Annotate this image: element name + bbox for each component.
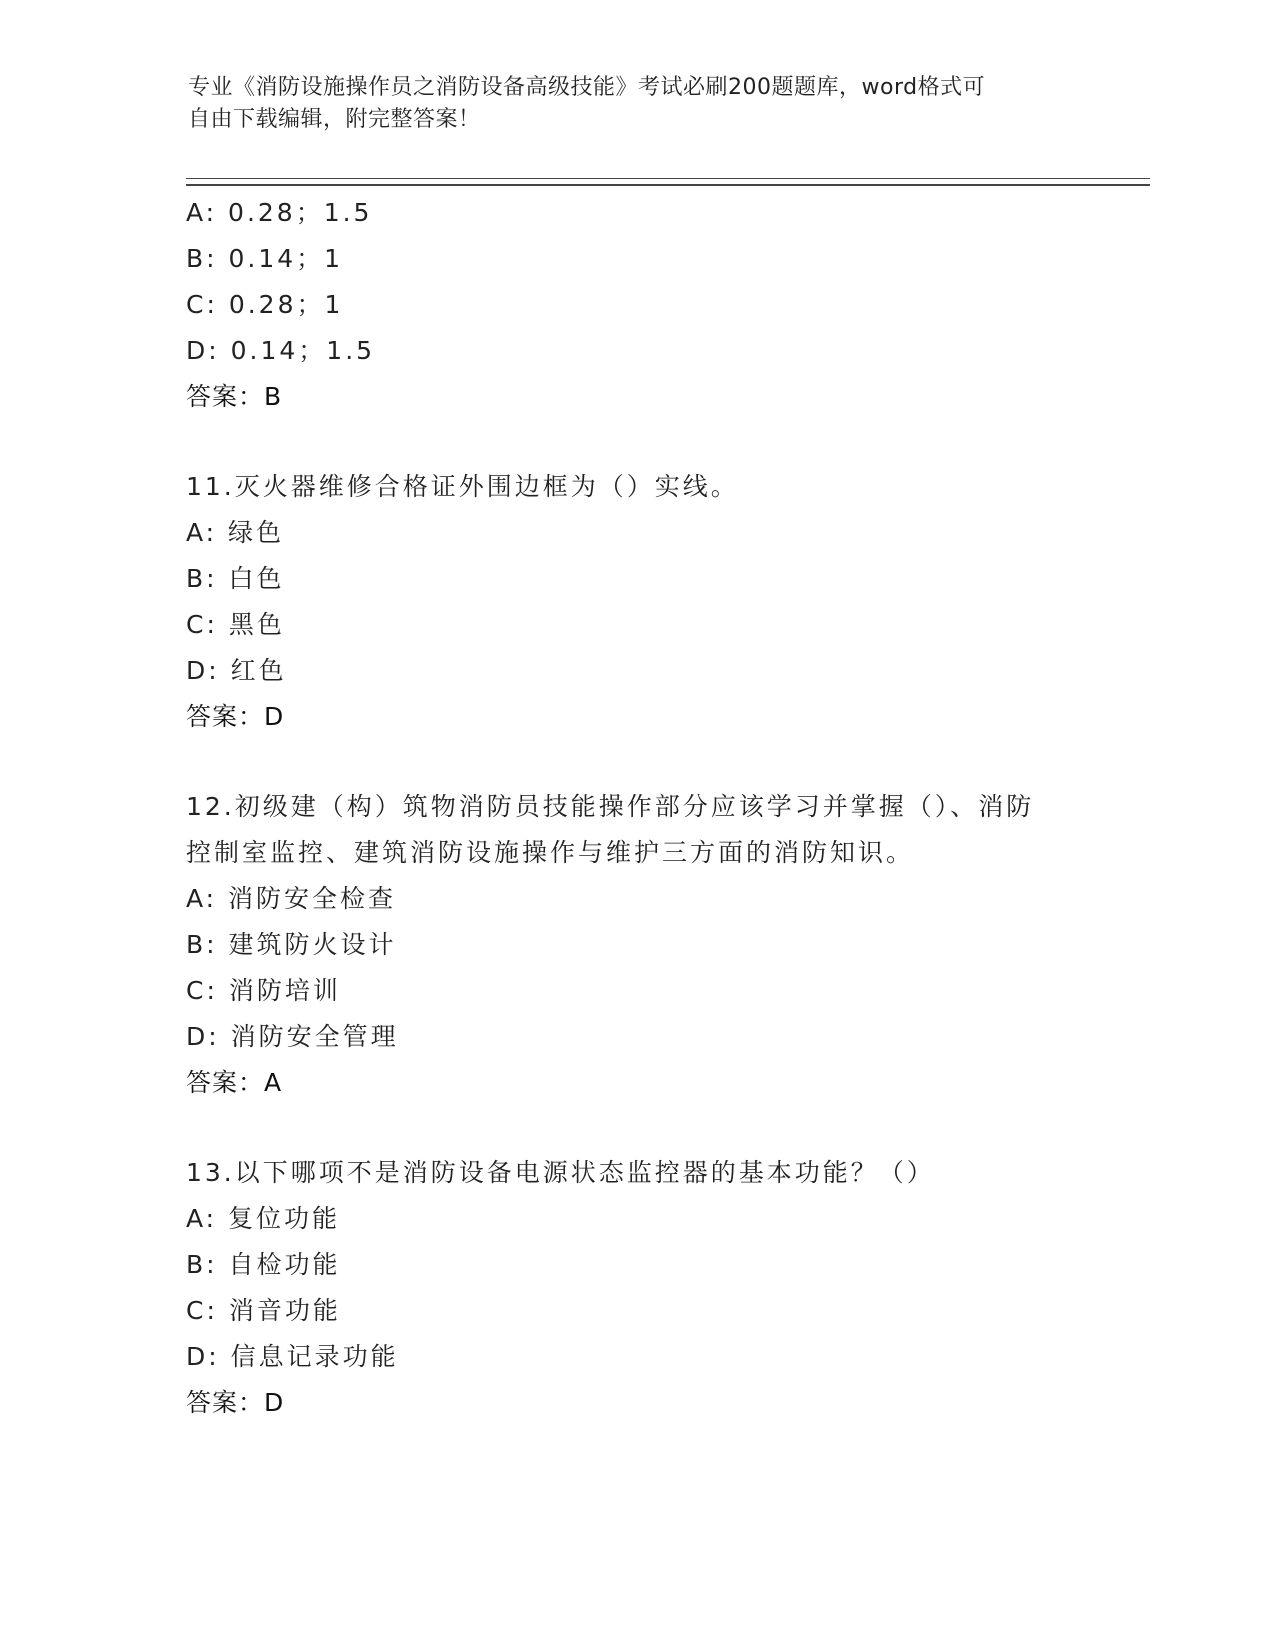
question-text-line-1: 12.初级建（构）筑物消防员技能操作部分应该学习并掌握（）、消防 <box>186 792 1035 821</box>
question-block-13 <box>186 1150 1086 1426</box>
answer-line: 答案：A <box>186 1068 283 1097</box>
question-text: 11.灭火器维修合格证外围边框为（）实线。 <box>186 472 739 501</box>
header-line-1: 专业《消防设施操作员之消防设备高级技能》考试必刷200题题库，word格式可 <box>188 75 986 100</box>
option-d: D: 信息记录功能 <box>186 1342 399 1371</box>
option-c: C: 消防培训 <box>186 976 341 1005</box>
header-line-2: 自由下载编辑，附完整答案！ <box>188 107 481 132</box>
answer-line: 答案：D <box>186 702 285 731</box>
question-text: 13.以下哪项不是消防设备电源状态监控器的基本功能？（） <box>186 1158 935 1187</box>
question-text-line-2: 控制室监控、建筑消防设施操作与维护三方面的消防知识。 <box>186 838 915 867</box>
header-divider <box>186 178 1150 186</box>
question-block-10 <box>186 190 1086 420</box>
option-b: B: 白色 <box>186 564 285 593</box>
option-a: A: 绿色 <box>186 518 285 547</box>
option-a: A: 复位功能 <box>186 1204 341 1233</box>
document-header <box>188 72 1078 136</box>
spacer <box>186 420 1086 464</box>
option-c: C: 0.28；1 <box>186 290 344 319</box>
question-list <box>186 190 1086 1426</box>
option-d: D: 消防安全管理 <box>186 1022 399 1051</box>
option-c: C: 黑色 <box>186 610 285 639</box>
question-block-11 <box>186 464 1086 740</box>
question-block-12 <box>186 784 1086 1106</box>
option-b: B: 建筑防火设计 <box>186 930 397 959</box>
answer-line: 答案：B <box>186 382 283 411</box>
option-d: D: 红色 <box>186 656 287 685</box>
option-a: A: 消防安全检查 <box>186 884 397 913</box>
spacer <box>186 1106 1086 1150</box>
option-a: A: 0.28；1.5 <box>186 198 373 227</box>
option-b: B: 自检功能 <box>186 1250 341 1279</box>
option-c: C: 消音功能 <box>186 1296 341 1325</box>
answer-line: 答案：D <box>186 1388 285 1417</box>
option-b: B: 0.14；1 <box>186 244 344 273</box>
option-d: D: 0.14；1.5 <box>186 336 376 365</box>
spacer <box>186 740 1086 784</box>
